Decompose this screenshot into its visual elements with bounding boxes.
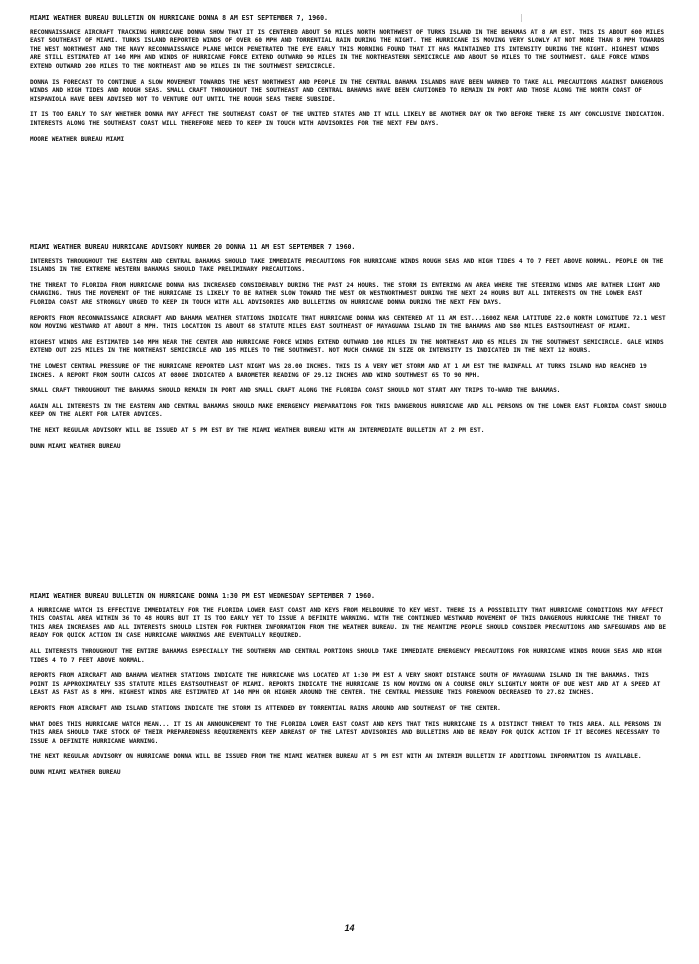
bulletin-paragraph: REPORTS FROM AIRCRAFT AND ISLAND STATIONS INDICATE THE STORM IS ATTENDED BY TORRENTIAL RAINS AROUND AND SOUTHEAST OF THE CENTER. [30, 704, 501, 712]
advisory-paragraph: THE LOWEST CENTRAL PRESSURE OF THE HURRICANE REPORTED LAST NIGHT WAS 28.00 INCHES. THIS IS A VERY WET STORM AND AT 1 AM EST THE RAINFALL AT TURKS ISLAND HAD REACHED 19 INCHES. A REPORT FROM SOUTH CAICOS AT 0800E INDICATED A BAROMETER READING OF 29.12 INCHES AND WIND SOUTHWEST 65 TO 90 MPH. [30, 362, 647, 379]
advisory-paragraph: INTERESTS THROUGHOUT THE EASTERN AND CENTRAL BAHAMAS SHOULD TAKE IMMEDIATE PRECAUTIONS FOR HURRICANE WINDS ROUGH SEAS AND HIGH TIDES 4 TO 7 FEET ABOVE NORMAL. PEOPLE ON THE ISLANDS IN THE EXTREME WESTERN BAHAMAS SHOULD TAKE PRELIMINARY PRECAUTIONS. [30, 257, 664, 274]
bulletin-paragraph: THE NEXT REGULAR ADVISORY ON HURRICANE DONNA WILL BE ISSUED FROM THE MIAMI WEATHER BUREAU AT 5 PM EST WITH AN INTERIM BULLETIN IF ADDITIONAL INFORMATION IS AVAILABLE. [30, 753, 642, 761]
bulletin-signature: MOORE WEATHER BUREAU MIAMI [30, 135, 125, 143]
advisory-paragraph: AGAIN ALL INTERESTS IN THE EASTERN AND CENTRAL BAHAMAS SHOULD MAKE EMERGENCY PREPARATIONS FOR THIS DANGEROUS HURRICANE AND ALL PERSONS ON THE LOWER EAST FLORIDA COAST SHOULD KEEP ON THE ALERT FOR LATER ADVICES. [30, 402, 667, 419]
bulletin-paragraph: RECONNAISSANCE AIRCRAFT TRACKING HURRICANE DONNA SHOW THAT IT IS CENTERED ABOUT 50 MILES NORTH NORTHWEST OF TURKS ISLAND IN THE BEHAMAS AT 8 AM EST. THIS IS ABOUT 600 MILES EAST SOUTHEAST OF MIAMI. TURKS ISLAND REPORTED WINDS OF OVER 60 MPH AND TORRENTIAL RAIN DURING THE NIGHT. THE HURRICANE IS MOVING VERY SLOWLY AT NOT MORE THAN 8 MPH TOWARDS THE WEST NORTHWEST AND THE NAVY RECONNAISSANCE PLANE WHICH PENETRATED THE EYE EARLY THIS MORNING FOUND THAT IT HAS MAINTAINED ITS INTENSITY DURING THE NIGHT. HIGHEST WINDS ARE STILL ESTIMATED AT 140 MPH AND WINDS OF HURRICANE FORCE EXTEND OUTWARD 90 MILES IN THE NORTHEASTERN SEMICIRCLE AND ABOUT 50 MILES TO THE SOUTHWEST. GALE FORCE WINDS EXTEND OUTWARD 200 MILES TO THE NORTHEAST AND 90 MILES IN THE SOUTHWEST SEMICIRCLE. [30, 28, 665, 70]
page-number: 14 [344, 923, 355, 933]
bulletin-paragraph: ALL INTERESTS THROUGHOUT THE ENTIRE BAHAMAS ESPECIALLY THE SOUTHERN AND CENTRAL PORTIONS SHOULD TAKE IMMEDIATE EMERGENCY PRECAUTIONS FOR HURRICANE WINDS ROUGH SEAS AND HIGH TIDES 4 TO 7 FEET ABOVE NORMAL. [30, 647, 662, 664]
advisory-20 [30, 243, 670, 451]
advisory-paragraph: THE THREAT TO FLORIDA FROM HURRICANE DONNA HAS INCREASED CONSIDERABLY DURING THE PAST 24 HOURS. THE STORM IS ENTERING AN AREA WHERE THE STEERING WINDS ARE RATHER LIGHT AND CHANGING. THUS THE MOVEMENT OF THE HURRICANE IS LIKELY TO BE RATHER SLOW TOWARD THE WEST OR WESTNORTHWEST DURING THE NEXT 24 HOURS BUT ALL INTERESTS ON THE LOWER EAST FLORIDA COAST ARE STRONGLY URGED TO KEEP IN TOUCH WITH ALL ADVISORIES AND BULLETINS ON HURRICANE DONNA DURING THE NEXT FEW DAYS. [30, 281, 661, 306]
bulletin-signature: DUNN MIAMI WEATHER BUREAU [30, 768, 121, 776]
bulletin-130pm [30, 592, 670, 778]
advisory-paragraph: HIGHEST WINDS ARE ESTIMATED 140 MPH NEAR THE CENTER AND HURRICANE FORCE WINDS EXTEND OUTWARD 100 MILES IN THE NORTHEAST AND 65 MILES IN THE SOUTHWEST SEMICIRCLE. GALE WINDS EXTEND OUT 225 MILES IN THE NORTHEAST SEMICIRCLE AND 105 MILES TO THE SOUTHWEST. NOT MUCH CHANGE IN SIZE OR INTENSITY IS INDICATED IN THE NEXT 12 HOURS. [30, 338, 664, 355]
bulletin-paragraph: IT IS TOO EARLY TO SAY WHETHER DONNA MAY AFFECT THE SOUTHEAST COAST OF THE UNITED STATES AND IT WILL LIKELY BE ANOTHER DAY OR TWO BEFORE THERE IS ANY CONCLUSIVE INDICATION. INTERESTS ALONG THE SOUTHEAST COAST WILL THEREFORE NEED TO KEEP IN TOUCH WITH ADVISORIES FOR THE NEXT FEW DAYS. [30, 111, 665, 127]
bulletin-paragraph: WHAT DOES THIS HURRICANE WATCH MEAN... IT IS AN ANNOUNCEMENT TO THE FLORIDA LOWER EAST COAST AND KEYS THAT THIS HURRICANE IS A DISTINCT THREAT TO THIS AREA. ALL PERSONS IN THIS AREA SHOULD TAKE STOCK OF THEIR PREPAREDNESS REQUIREMENTS KEEP ABREAST OF THE LATEST ADVISORIES AND BULLETINS AND BE READY FOR QUICK ACTION IF IT BECOMES NECESSARY TO ISSUE A DEFINITE HURRICANE WARNING. [30, 720, 661, 745]
bulletin-paragraph: A HURRICANE WATCH IS EFFECTIVE IMMEDIATELY FOR THE FLORIDA LOWER EAST COAST AND KEYS FROM MELBOURNE TO KEY WEST. THERE IS A POSSIBILITY THAT HURRICANE CONDITIONS MAY AFFECT THIS COASTAL AREA WITHIN 36 TO 48 HOURS BUT IT IS TOO EARLY YET TO ISSUE A DEFINITE WARNING. WITH THE CONTINUED WESTWARD MOVEMENT OF THIS DANGEROUS HURRICANE THE THREAT TO THIS AREA INCREASES AND ALL INTERESTS SHOULD LISTEN FOR FURTHER INFORMATION FROM THE WEATHER BUREAU. IN THE MEANTIME PEOPLE SHOULD CONSIDER PRECAUTIONS AND SAFEGUARDS AND BE READY FOR QUICK ACTION IN CASE HURRICANE WARNINGS ARE EVENTUALLY REQUIRED. [30, 606, 667, 640]
advisory-signature: DUNN MIAMI WEATHER BUREAU [30, 442, 121, 450]
bulletin-paragraph: DONNA IS FORECAST TO CONTINUE A SLOW MOVEMENT TOWARDS THE WEST NORTHWEST AND PEOPLE IN THE CENTRAL BAHAMA ISLANDS HAVE BEEN WARNED TO TAKE ALL PRECAUTIONS AGAINST DANGEROUS WINDS AND HIGH TIDES AND ROUGH SEAS. SMALL CRAFT THROUGHOUT THE SOUTHEAST AND CENTRAL BAHAMAS HAVE BEEN CAUTIONED TO REMAIN IN PORT AND THOSE ALONG THE NORTH COAST OF HISPANIOLA HAVE BEEN ADVISED NOT TO VENTURE OUT UNTIL THE ROUGH SEAS THERE SUBSIDE. [30, 78, 664, 103]
bulletin-8am [30, 14, 670, 144]
bulletin-paragraph: REPORTS FROM AIRCRAFT AND BAHAMA WEATHER STATIONS INDICATE THE HURRICANE WAS LOCATED AT 1:30 PM EST A VERY SHORT DISTANCE SOUTH OF MAYAGUANA ISLAND IN THE BAHAMAS. THIS POINT IS APPROXIMATELY 535 STATUTE MILES EASTSOUTHEAST OF MIAMI. REPORTS INDICATE THE HURRICANE IS NOW MOVING ON A COURSE ONLY SLIGHTLY NORTH OF DUE WEST AND AT A SPEED AT LEAST AS FAST AS 8 MPH. HIGHEST WINDS ARE ESTIMATED AT 140 MPH OR HIGHER AROUND THE CENTER. THE CENTRAL PRESSURE THIS FORENOON DECREASED TO 27.82 INCHES. [30, 672, 661, 697]
advisory-heading: MIAMI WEATHER BUREAU HURRICANE ADVISORY NUMBER 20 DONNA 11 AM EST SEPTEMBER 7 1960. [30, 243, 356, 251]
bulletin-heading: MIAMI WEATHER BUREAU BULLETIN ON HURRICANE DONNA 8 AM EST SEPTEMBER 7, 1960. [30, 14, 328, 22]
advisory-paragraph: REPORTS FROM RECONNAISSANCE AIRCRAFT AND BAHAMA WEATHER STATIONS INDICATE THAT HURRICANE DONNA WAS CENTERED AT 11 AM EST...1600Z NEAR LATITUDE 22.0 NORTH LONGITUDE 72.1 WEST NOW MOVING WESTWARD AT ABOUT 8 MPH. THIS LOCATION IS ABOUT 68 STATUTE MILES EAST SOUTHEAST OF MAYAGUANA ISLAND IN THE BAHAMAS AND 580 MILES EASTSOUTHEAST OF MIAMI. [30, 314, 666, 331]
advisory-paragraph: SMALL CRAFT THROUGHOUT THE BAHAMAS SHOULD REMAIN IN PORT AND SMALL CRAFT ALONG THE FLORIDA COAST SHOULD NOT START ANY TRIPS TO-WARD THE BAHAMAS. [30, 387, 561, 395]
advisory-paragraph: THE NEXT REGULAR ADVISORY WILL BE ISSUED AT 5 PM EST BY THE MIAMI WEATHER BUREAU WITH AN INTERMEDIATE BULLETIN AT 2 PM EST. [30, 426, 485, 434]
bulletin-heading: MIAMI WEATHER BUREAU BULLETIN ON HURRICANE DONNA 1:30 PM EST WEDNESDAY SEPTEMBER 7 1960. [30, 592, 375, 600]
